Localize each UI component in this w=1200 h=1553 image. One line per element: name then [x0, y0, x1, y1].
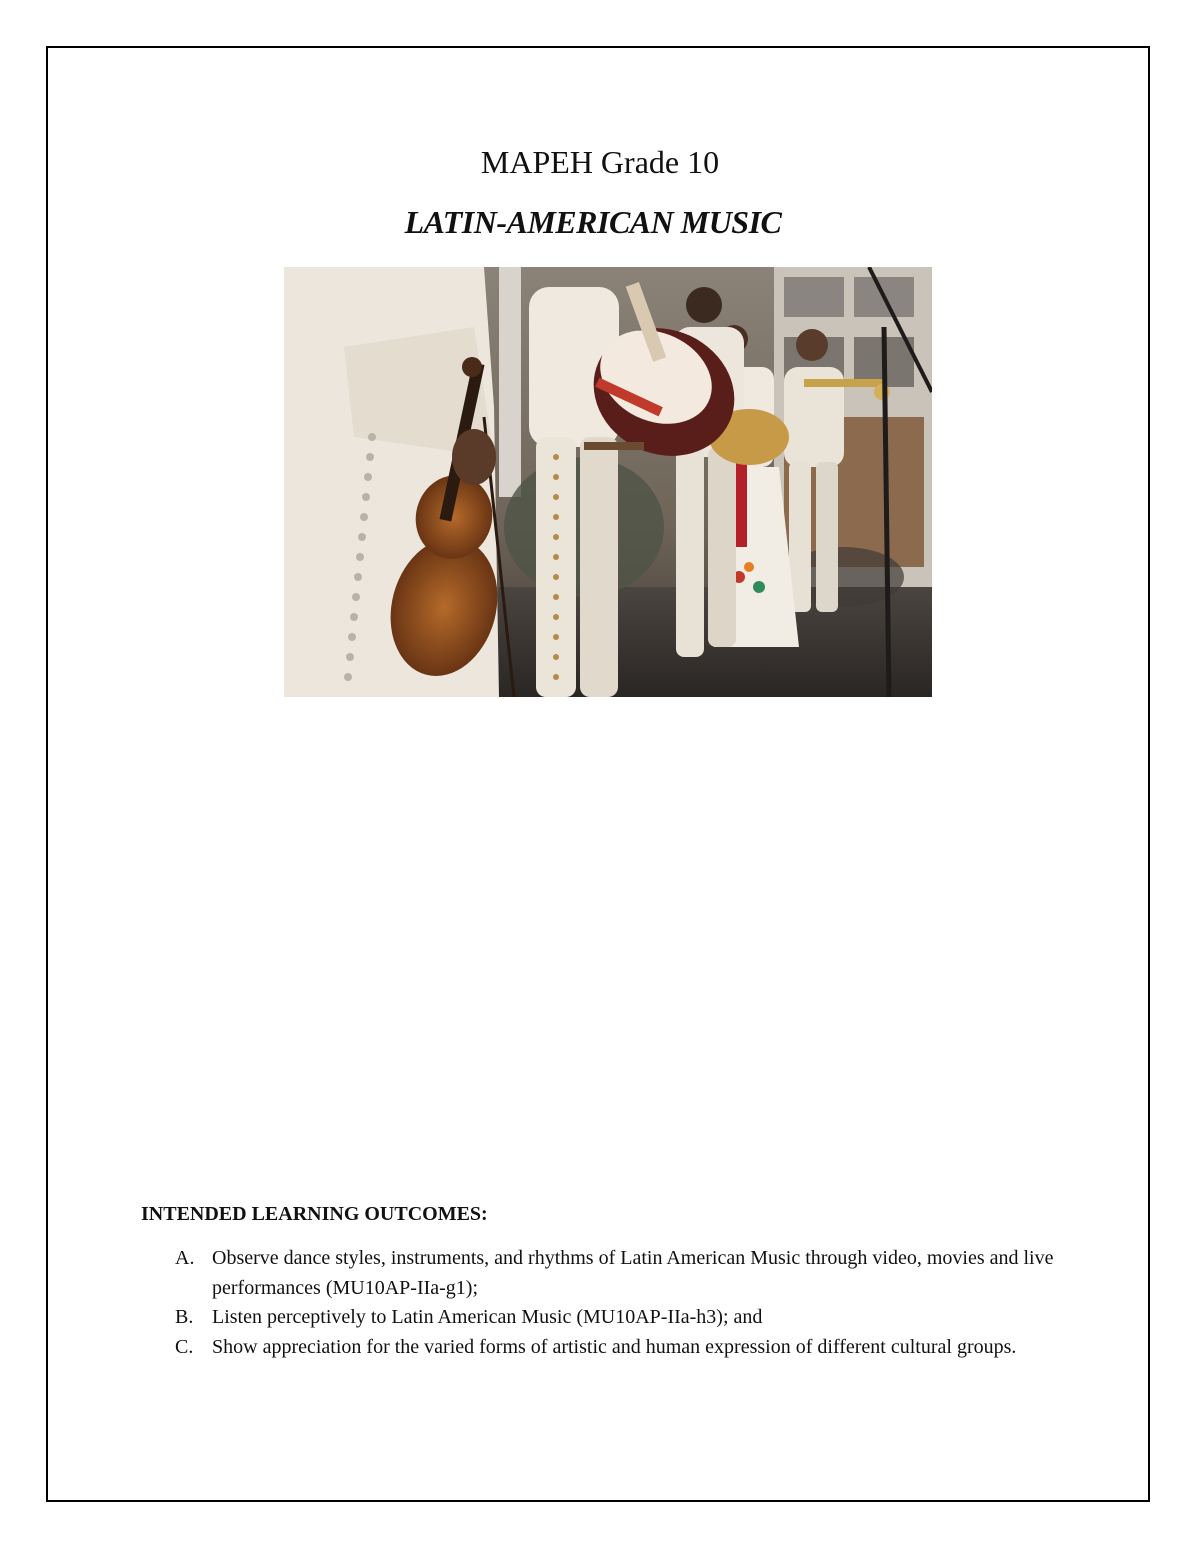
learning-outcomes-heading: INTENDED LEARNING OUTCOMES: [141, 1203, 488, 1225]
list-marker: C. [175, 1335, 194, 1358]
list-item-text: Observe dance styles, instruments, and rhythms of Latin American Music through video, movies and live performances (MU10AP-IIa-g1); [212, 1247, 1054, 1299]
list-marker: B. [175, 1306, 194, 1328]
page-subtitle: LATIN-AMERICAN MUSIC [404, 204, 782, 240]
list-item [175, 1333, 1075, 1363]
list-item-text: Show appreciation for the varied forms of artistic and human expression of different cultural groups. [212, 1335, 1017, 1358]
list-item-text: Listen perceptively to Latin American Music (MU10AP-IIa-h3); and [212, 1306, 763, 1328]
list-item [175, 1244, 1075, 1303]
performer-violin [284, 267, 514, 697]
mariachi-band-photo [284, 267, 932, 697]
page-title: MAPEH Grade 10 [480, 144, 720, 180]
list-item [175, 1303, 1075, 1333]
list-marker: A. [175, 1247, 195, 1269]
photo-illustration [284, 267, 932, 697]
learning-outcomes-list [175, 1244, 1075, 1362]
